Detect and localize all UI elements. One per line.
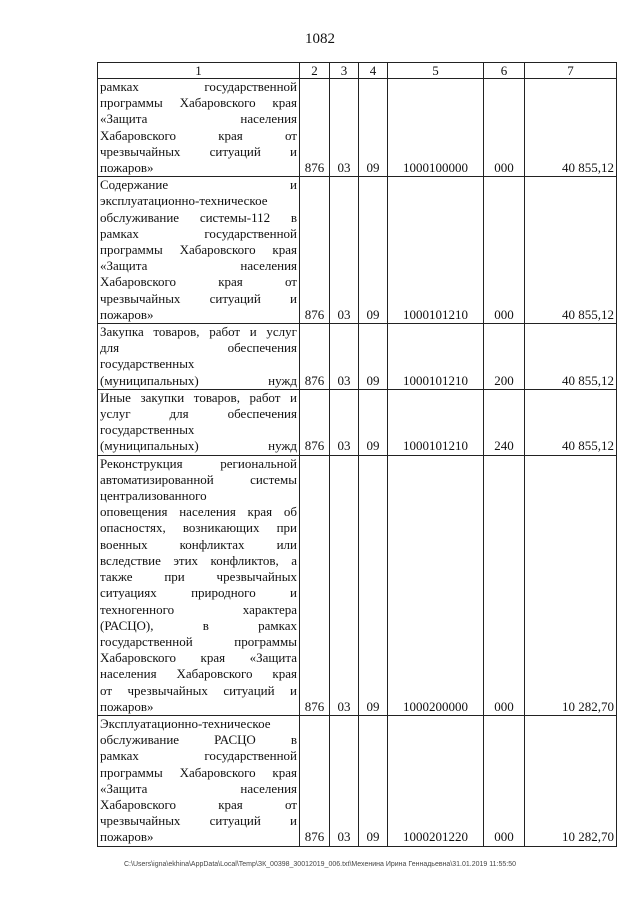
column-header: 4: [359, 63, 388, 79]
table-row: [98, 389, 617, 455]
expense-type-cell: 000: [484, 715, 525, 846]
target-article-cell: 1000201220: [388, 715, 484, 846]
admin-code-cell: 876: [300, 177, 330, 324]
column-header: 7: [525, 63, 617, 79]
row-description: [98, 715, 300, 846]
description-line: Хабаровского края от: [100, 127, 297, 143]
description-line: Иные закупки товаров, работ и: [100, 389, 297, 405]
budget-table: [97, 62, 617, 847]
description-line: услуг для обеспечения: [100, 406, 297, 422]
amount-cell: 40 855,12: [525, 389, 617, 455]
row-description: [98, 455, 300, 715]
description-line: оповещения населения края об: [100, 504, 297, 520]
description-line: Реконструкция региональной: [100, 455, 297, 471]
description-line: вследствие этих конфликтов, а: [100, 552, 297, 568]
row-description: [98, 324, 300, 390]
description-line: «Защита населения: [100, 258, 297, 274]
description-line: централизованного: [100, 488, 207, 504]
description-line: пожаров»: [100, 160, 154, 176]
subsection-code-cell: 09: [359, 177, 388, 324]
description-line: от чрезвычайных ситуаций и: [100, 682, 297, 698]
admin-code-cell: 876: [300, 455, 330, 715]
description-line: (муниципальных) нужд: [100, 438, 297, 454]
target-article-cell: 1000200000: [388, 455, 484, 715]
description-line: ситуациях природного и: [100, 585, 297, 601]
target-article-cell: 1000101210: [388, 389, 484, 455]
table-header-row: [98, 63, 617, 79]
section-code-cell: 03: [330, 715, 359, 846]
description-line: Закупка товаров, работ и услуг: [100, 324, 297, 340]
description-line: (муниципальных) нужд: [100, 372, 297, 388]
description-line: чрезвычайных ситуаций и: [100, 143, 297, 159]
amount-cell: 10 282,70: [525, 715, 617, 846]
table-row: [98, 177, 617, 324]
description-line: (РАСЦО), в рамках: [100, 617, 297, 633]
description-line: военных конфликтах или: [100, 536, 297, 552]
description-line: программы Хабаровского края: [100, 242, 297, 258]
admin-code-cell: 876: [300, 389, 330, 455]
page-number: 1082: [305, 31, 335, 47]
description-line: чрезвычайных ситуаций и: [100, 290, 297, 306]
description-line: пожаров»: [100, 829, 154, 845]
description-line: Содержание и: [100, 177, 297, 193]
description-line: рамках государственной: [100, 748, 297, 764]
subsection-code-cell: 09: [359, 324, 388, 390]
expense-type-cell: 200: [484, 324, 525, 390]
description-line: техногенного характера: [100, 601, 297, 617]
description-line: рамках государственной: [100, 225, 297, 241]
target-article-cell: 1000101210: [388, 177, 484, 324]
table-row: [98, 324, 617, 390]
subsection-code-cell: 09: [359, 455, 388, 715]
subsection-code-cell: 09: [359, 715, 388, 846]
description-line: Хабаровского края от: [100, 274, 297, 290]
description-line: «Защита населения: [100, 780, 297, 796]
description-line: чрезвычайных ситуаций и: [100, 813, 297, 829]
subsection-code-cell: 09: [359, 389, 388, 455]
description-line: обслуживание РАСЦО в: [100, 732, 297, 748]
target-article-cell: 1000100000: [388, 79, 484, 177]
column-header: 1: [98, 63, 300, 79]
table-row: [98, 455, 617, 715]
amount-cell: 40 855,12: [525, 177, 617, 324]
column-header: 5: [388, 63, 484, 79]
admin-code-cell: 876: [300, 324, 330, 390]
description-line: рамках государственной: [100, 79, 297, 94]
amount-cell: 40 855,12: [525, 79, 617, 177]
description-line: государственной программы: [100, 633, 297, 649]
description-line: «Защита населения: [100, 111, 297, 127]
table-row: [98, 79, 617, 177]
description-line: государственных: [100, 356, 195, 372]
section-code-cell: 03: [330, 79, 359, 177]
description-line: также при чрезвычайных: [100, 569, 297, 585]
expense-type-cell: 000: [484, 79, 525, 177]
description-line: населения Хабаровского края: [100, 666, 297, 682]
description-line: для обеспечения: [100, 340, 297, 356]
column-header: 6: [484, 63, 525, 79]
description-line: Хабаровского края от: [100, 796, 297, 812]
table-row: [98, 715, 617, 846]
amount-cell: 10 282,70: [525, 455, 617, 715]
admin-code-cell: 876: [300, 715, 330, 846]
description-line: программы Хабаровского края: [100, 95, 297, 111]
file-path-footer: C:\Users\igna\ekhina\AppData\Local\Temp\ЗК_00398_30012019_006.txt\Мехенина Ирина Геннадьевна\31.01.2019 11:55:50: [124, 861, 516, 868]
admin-code-cell: 876: [300, 79, 330, 177]
row-description: [98, 79, 300, 177]
column-header: 3: [330, 63, 359, 79]
section-code-cell: 03: [330, 177, 359, 324]
row-description: [98, 389, 300, 455]
description-line: пожаров»: [100, 698, 154, 714]
section-code-cell: 03: [330, 455, 359, 715]
description-line: Эксплуатационно-техническое: [100, 715, 271, 731]
subsection-code-cell: 09: [359, 79, 388, 177]
amount-cell: 40 855,12: [525, 324, 617, 390]
expense-type-cell: 000: [484, 455, 525, 715]
target-article-cell: 1000101210: [388, 324, 484, 390]
description-line: опасностях, возникающих при: [100, 520, 297, 536]
description-line: эксплуатационно-техническое: [100, 193, 268, 209]
description-line: пожаров»: [100, 306, 154, 322]
description-line: Хабаровского края «Защита: [100, 650, 297, 666]
expense-type-cell: 240: [484, 389, 525, 455]
section-code-cell: 03: [330, 324, 359, 390]
column-header: 2: [300, 63, 330, 79]
row-description: [98, 177, 300, 324]
description-line: государственных: [100, 422, 195, 438]
description-line: автоматизированной системы: [100, 471, 297, 487]
expense-type-cell: 000: [484, 177, 525, 324]
section-code-cell: 03: [330, 389, 359, 455]
description-line: обслуживание системы-112 в: [100, 209, 297, 225]
description-line: программы Хабаровского края: [100, 764, 297, 780]
